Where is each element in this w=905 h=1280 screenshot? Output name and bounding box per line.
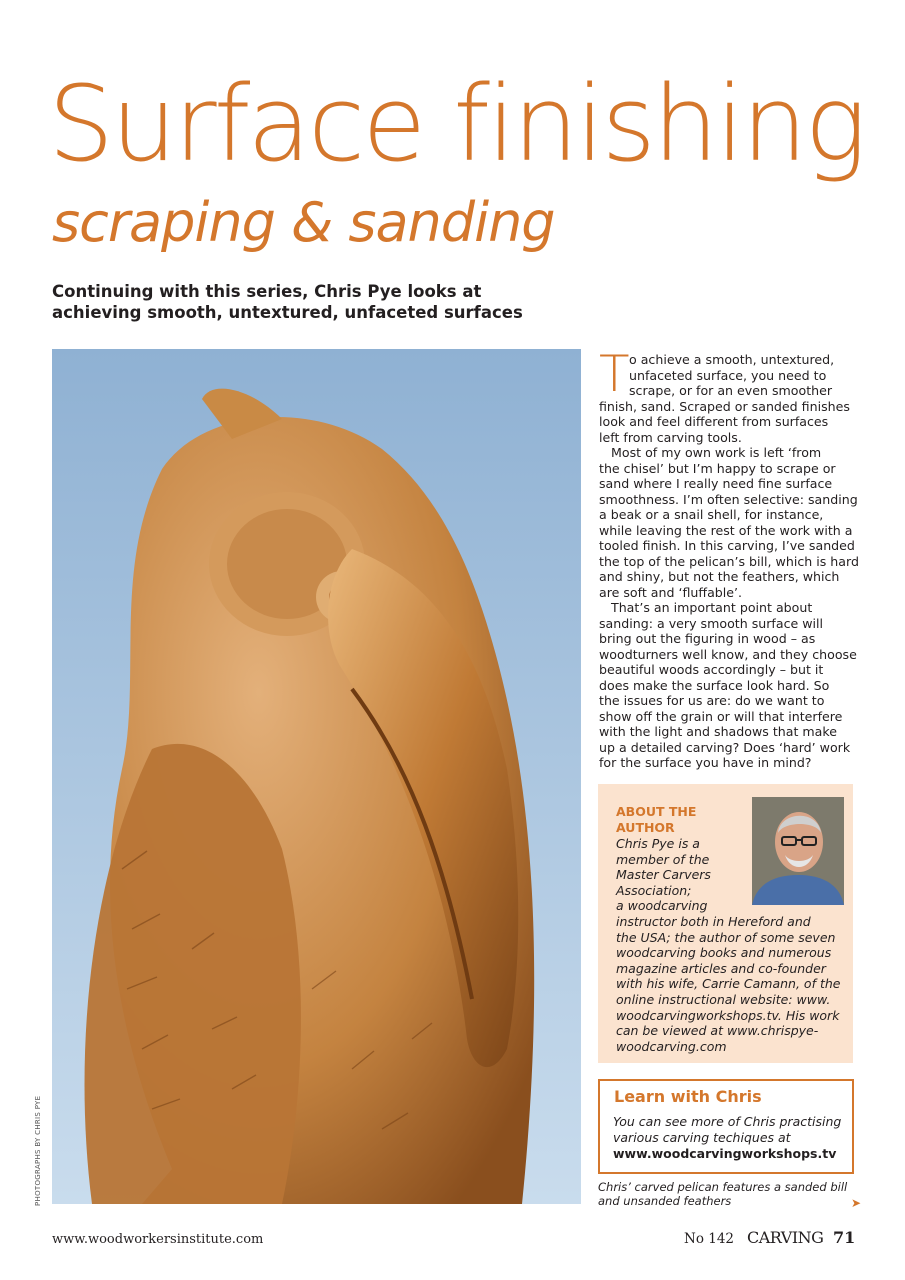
body-line: scrape, or for an even smoother (629, 383, 833, 398)
author-bio-line: woodcarving.com (616, 1038, 727, 1054)
author-bio-line: the USA; the author of some seven (616, 929, 836, 945)
footer-website[interactable]: www.woodworkersinstitute.com (52, 1232, 264, 1247)
caption-line: and unsanded feathers (598, 1194, 732, 1208)
body-line: sanding: a very smooth surface will (599, 615, 824, 631)
about-the-author-box (598, 784, 853, 1063)
body-line: while leaving the rest of the work with a (599, 522, 853, 538)
author-bio-line: woodcarving books and numerous (616, 945, 832, 961)
standfirst-line: achieving smooth, untextured, unfaceted surfaces (52, 303, 523, 322)
caption-line: Chris’ carved pelican features a sanded bill (598, 1180, 848, 1194)
learn-box-line: You can see more of Chris practising (613, 1114, 842, 1129)
body-line: the chisel’ but I’m happy to scrape or (599, 460, 836, 476)
author-bio-line: a woodcarving (616, 898, 708, 914)
body-line: a beak or a snail shell, for instance, (599, 507, 824, 522)
photo-caption (598, 1180, 847, 1208)
body-line: That’s an important point about (611, 600, 813, 615)
footer-magazine-name: CARVING (747, 1228, 824, 1247)
author-bio-line: instructor both in Hereford and (616, 913, 811, 929)
continue-arrow-icon: ➤ (851, 1196, 862, 1210)
learn-box-url[interactable]: www.woodcarvingworkshops.tv (613, 1146, 837, 1161)
body-line: finish, sand. Scraped or sanded finishes (599, 398, 850, 414)
dropcap: T (599, 345, 630, 403)
body-line: the issues for us are: do we want to (599, 693, 825, 708)
author-bio-line: Association; (616, 882, 692, 898)
body-line: does make the surface look hard. So (599, 677, 830, 693)
body-line: show off the grain or will that interfere (599, 708, 843, 724)
body-line: beautiful woods accordingly – but it (599, 662, 824, 677)
body-line: look and feel different from surfaces (599, 414, 829, 429)
author-bio-line: woodcarvingworkshops.tv. His work (616, 1007, 840, 1023)
body-line: the top of the pelican’s bill, which is hard (599, 553, 859, 569)
author-bio (616, 836, 840, 1054)
body-line: unfaceted surface, you need to (629, 367, 827, 383)
standfirst-line: Continuing with this series, Chris Pye looks at (52, 282, 482, 301)
body-line: left from carving tools. (599, 429, 742, 445)
body-line: bring out the figuring in wood – as (599, 631, 816, 646)
author-heading-line: ABOUT THE (616, 804, 697, 819)
photo-credit: PHOTOGRAPHS BY CHRIS PYE (34, 1095, 42, 1206)
learn-with-chris-box (598, 1079, 854, 1174)
body-line: tooled finish. In this carving, I’ve sanded (599, 538, 855, 553)
author-bio-line: with his wife, Carrie Camann, of the (616, 976, 841, 992)
article-subtitle: scraping & sanding (52, 191, 555, 254)
body-line: are soft and ‘fluffable’. (599, 584, 743, 600)
body-line: woodturners well know, and they choose (599, 646, 857, 662)
learn-box-line: various carving techiques at (613, 1130, 791, 1145)
body-line: with the light and shadows that make (599, 724, 837, 739)
author-bio-line: online instructional website: www. (616, 991, 831, 1007)
learn-box-text (613, 1114, 841, 1146)
author-bio-line: member of the (616, 851, 710, 867)
learn-box-title: Learn with Chris (614, 1087, 762, 1106)
author-bio-line: Chris Pye is a (616, 836, 700, 851)
body-line: o achieve a smooth, untextured, (629, 352, 835, 367)
author-bio-line: Master Carvers (616, 867, 711, 883)
footer-page-number: 71 (833, 1228, 856, 1247)
body-line: sand where I really need fine surface (599, 476, 833, 491)
standfirst (52, 281, 522, 323)
author-bio-line: magazine articles and co-founder (616, 960, 826, 976)
body-line: up a detailed carving? Does ‘hard’ work (599, 739, 851, 755)
footer-issue-number: No 142 (684, 1231, 734, 1247)
body-line: Most of my own work is left ‘from (611, 445, 822, 460)
body-line: for the surface you have in mind? (599, 755, 812, 770)
body-line: and shiny, but not the feathers, which (599, 569, 840, 584)
author-box-heading (616, 804, 696, 835)
article-title: Surface finishing (48, 63, 864, 185)
body-line: smoothness. I’m often selective: sanding (599, 491, 858, 507)
author-heading-line: AUTHOR (616, 819, 675, 835)
author-bio-line: can be viewed at www.chrispye- (616, 1023, 819, 1039)
article-body (599, 345, 859, 771)
pelican-carving-photo (52, 349, 581, 1204)
pelican-carving-illustration (52, 349, 581, 1204)
